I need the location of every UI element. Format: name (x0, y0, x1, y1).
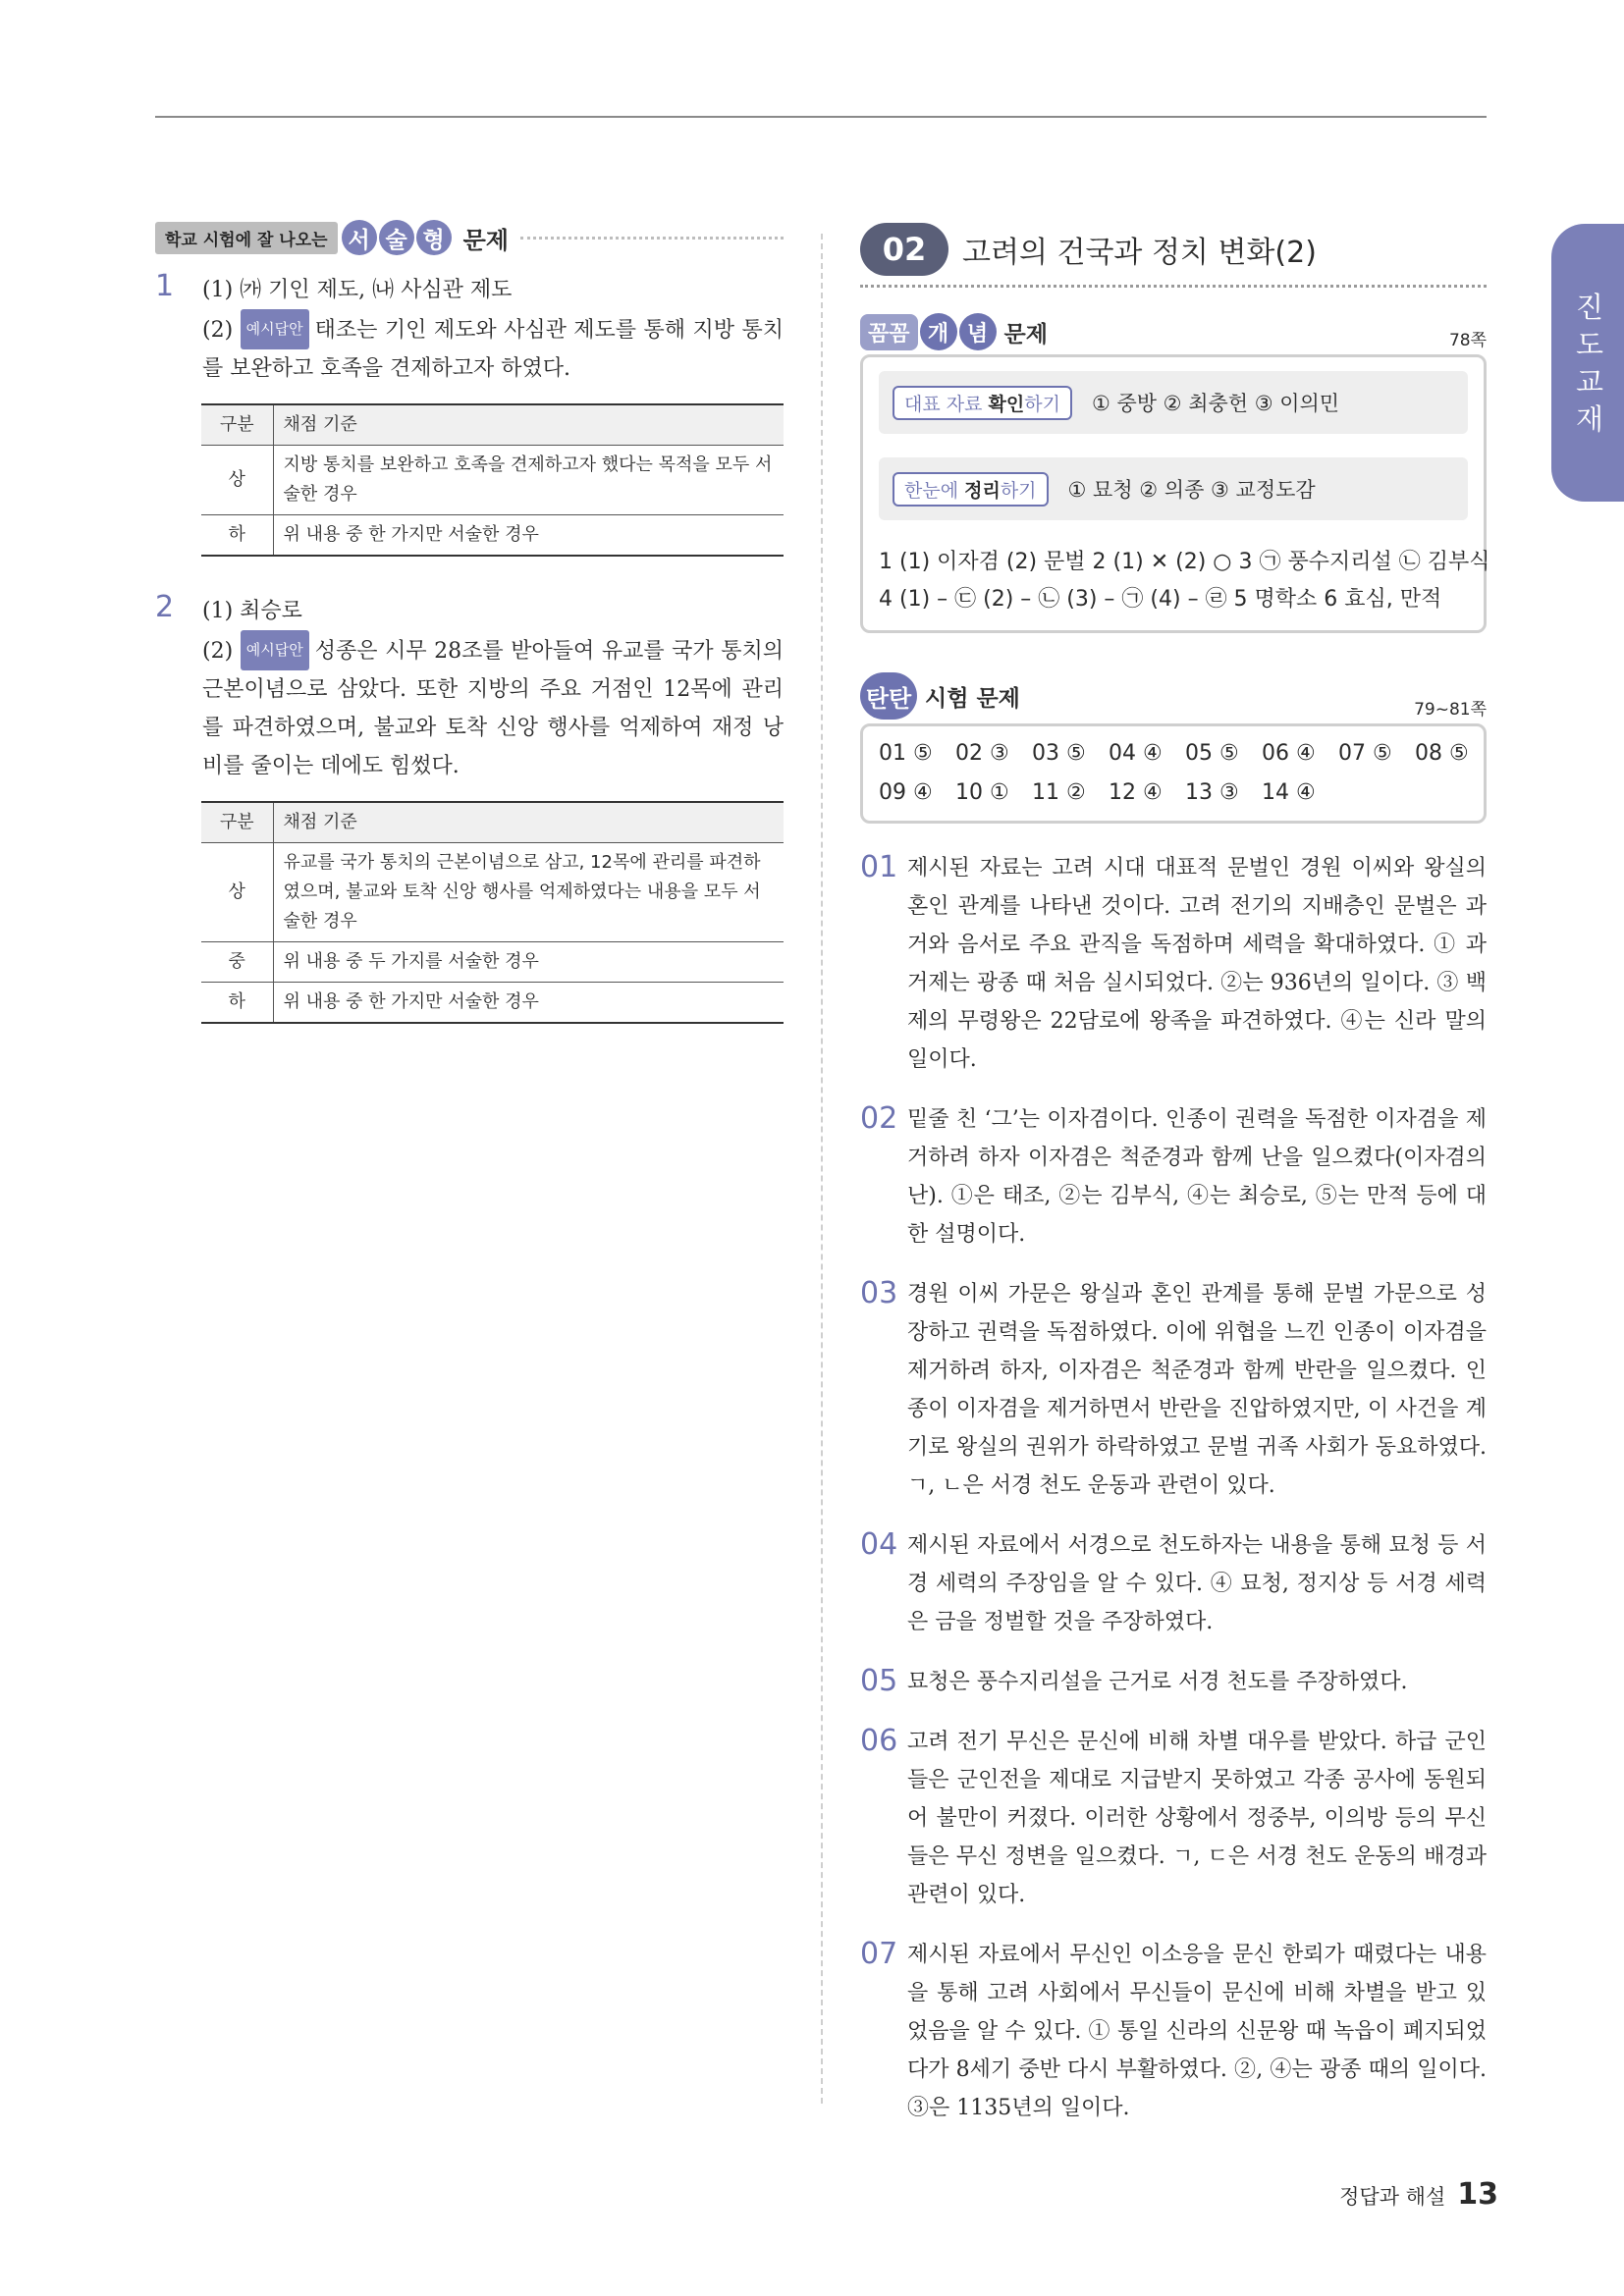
top-rule (155, 116, 1487, 118)
label-part: 확인 (988, 393, 1025, 415)
section-badge (342, 220, 454, 255)
explanation (860, 1526, 1487, 1641)
side-tab-char: 교 (1575, 364, 1605, 399)
test-title: 시험 문제 (925, 685, 1020, 712)
answer-item: 07 ⑤ (1338, 741, 1392, 766)
model-answer (202, 309, 784, 388)
summary-label (893, 472, 1049, 507)
badge-char: 형 (416, 220, 452, 255)
page-footer (1339, 2177, 1498, 2212)
summary-answers: ① 묘청 ② 의종 ③ 교정도감 (1067, 478, 1316, 502)
answer-item: 03 ⑤ (1032, 741, 1086, 766)
criteria-cell: 위 내용 중 한 가지만 서술한 경우 (273, 515, 784, 557)
question-2 (155, 592, 784, 785)
table-row (201, 446, 784, 515)
answer-item: 06 ④ (1262, 741, 1316, 766)
page-reference: 79~81쪽 (1414, 700, 1487, 720)
data-check-label (893, 386, 1072, 420)
explanation-text: 제시된 자료는 고려 시대 대표적 문벌인 경원 이씨와 왕실의 혼인 관계를 나타낸 것이다. 고려 전기의 지배층인 문벌은 과거와 음서로 주요 관직을 독점하며 세력을 확대하였다. ① 과거제는 광종 때 처음 실시되었다. ②는 936년의 일이다. ③ 백제의 무령왕은 22담로에 왕족을 파견하였다. ④는 신라 말의 일이다. (907, 856, 1487, 1072)
concept-badge-char: 념 (959, 313, 997, 350)
answer-part-1: (1) ㈎ 기인 제도, ㈏ 사심관 제도 (202, 278, 513, 302)
chapter-header (860, 218, 1487, 281)
explanation (860, 1723, 1487, 1914)
answer-part-label: (2) (202, 639, 234, 664)
table-row (201, 942, 784, 983)
concept-title: 문제 (1003, 321, 1048, 347)
answer-item: 10 ① (955, 780, 1009, 805)
summary-bar (879, 457, 1468, 520)
criteria-cell: 지방 통치를 보완하고 호족을 견제하고자 했다는 목적을 모두 서술한 경우 (273, 446, 784, 515)
question-number: 2 (155, 590, 175, 624)
grade-cell: 상 (201, 843, 273, 942)
data-check-bar (879, 371, 1468, 434)
test-tag: 탄탄 (860, 672, 917, 720)
concept-answer-box (860, 354, 1490, 633)
side-tab (1551, 224, 1624, 502)
explanation-number: 07 (860, 1937, 898, 1971)
grade-cell: 상 (201, 446, 273, 515)
answer-item: 01 ⑤ (879, 741, 933, 766)
answer-item: 09 ④ (879, 780, 933, 805)
explanation (860, 1936, 1487, 2127)
label-part: 대표 자료 (904, 393, 989, 415)
grading-header-criteria: 채점 기준 (273, 802, 784, 843)
table-row (201, 843, 784, 942)
side-tab-char: 진 (1575, 290, 1605, 324)
side-tab-char: 재 (1575, 401, 1605, 436)
test-section-header (860, 672, 1487, 720)
test-answer-box (860, 723, 1487, 824)
explanation-text: 경원 이씨 가문은 왕실과 혼인 관계를 통해 문벌 가문으로 성장하고 권력을 독점하였다. 이에 위협을 느낀 인종이 이자겸을 제거하려 하자, 이자겸은 척준경과 함께 반란을 일으켰다. 인종이 이자겸을 제거하면서 반란을 진압하였지만, 이 사건을 계기로 왕실의 권위가 하락하였고 문벌 귀족 사회가 동요하였다. ㄱ, ㄴ은 서경 천도 운동과 관련이 있다. (907, 1282, 1487, 1498)
explanation-text: 묘청은 풍수지리설을 근거로 서경 천도를 주장하였다. (907, 1670, 1408, 1694)
grade-cell: 하 (201, 983, 273, 1024)
example-answer-tag: 예시답안 (241, 309, 309, 349)
answer-item: 11 ② (1032, 780, 1086, 805)
explanation-number: 06 (860, 1724, 898, 1758)
answer-item: 08 ⑤ (1415, 741, 1469, 766)
answer-item: 04 ④ (1109, 741, 1163, 766)
left-column (155, 218, 784, 1024)
column-divider (821, 234, 823, 2104)
explanation-number: 01 (860, 850, 898, 884)
concept-answers-line: 4 (1) – ㉢ (2) – ㉡ (3) – ㉠ (4) – ㉣ 5 명학소 6 효심, 만적 (879, 587, 1442, 612)
label-part: 정리 (964, 479, 1001, 502)
data-check-answers: ① 중방 ② 최충헌 ③ 이의민 (1091, 392, 1340, 415)
model-answer-text: 성종은 시무 28조를 받아들여 유교를 국가 통치의 근본이념으로 삼았다. 또한 지방의 주요 거점인 12목에 관리를 파견하였으며, 불교와 토착 신앙 행사를 억제하여 재정 낭비를 줄이는 데에도 힘썼다. (202, 639, 784, 778)
explanation-number: 03 (860, 1276, 898, 1310)
badge-char: 술 (379, 220, 414, 255)
answer-item: 13 ③ (1185, 780, 1239, 805)
explanation-number: 04 (860, 1527, 898, 1562)
explanation-number: 05 (860, 1664, 898, 1698)
explanation (860, 1100, 1487, 1254)
grade-cell: 하 (201, 515, 273, 557)
concept-badge-char: 개 (920, 313, 957, 350)
grading-header-criteria: 채점 기준 (273, 404, 784, 446)
answer-item: 05 ⑤ (1185, 741, 1239, 766)
explanation (860, 849, 1487, 1079)
chapter-title: 고려의 건국과 정치 변화(2) (962, 236, 1317, 270)
section-pill: 학교 시험에 잘 나오는 (155, 222, 338, 254)
concept-answers-line: 1 (1) 이자겸 (2) 문벌 2 (1) ✕ (2) ○ 3 ㉠ 풍수지리설 ㉡ 김부식 (879, 550, 1490, 574)
explanation-text: 제시된 자료에서 서경으로 천도하자는 내용을 통해 묘청 등 서경 세력의 주장임을 알 수 있다. ④ 묘청, 정지상 등 서경 세력은 금을 정벌할 것을 주장하였다. (907, 1533, 1487, 1634)
model-answer-text: 태조는 기인 제도와 사심관 제도를 통해 지방 통치를 보완하고 호족을 견제하고자 하였다. (202, 318, 784, 381)
question-1 (155, 271, 784, 388)
test-answer-grid (879, 736, 1468, 811)
explanation-text: 제시된 자료에서 무신인 이소응을 문신 한뢰가 때렸다는 내용을 통해 고려 사회에서 무신들이 문신에 비해 차별을 받고 있었음을 알 수 있다. ① 통일 신라의 신문왕 때 녹읍이 폐지되었다가 8세기 중반 다시 부활하였다. ②, ④는 광종 때의 일이다. ③은 1135년의 일이다. (907, 1943, 1487, 2120)
grading-table-2 (201, 801, 784, 1024)
dotted-rule (520, 237, 784, 240)
badge-char: 서 (342, 220, 377, 255)
section-header-essay (155, 218, 784, 257)
explanation-number: 02 (860, 1101, 898, 1136)
footer-text: 정답과 해설 (1339, 2185, 1446, 2209)
answer-part-label: (2) (202, 318, 234, 343)
example-answer-tag: 예시답안 (241, 630, 309, 670)
label-part: 한눈에 (904, 479, 965, 502)
page-reference: 78쪽 (1448, 331, 1487, 350)
concept-tag: 꼼꼼 (860, 314, 918, 350)
answer-part-1: (1) 최승로 (202, 599, 302, 623)
explanation (860, 1275, 1487, 1505)
grading-table-1 (201, 403, 784, 557)
grade-cell: 중 (201, 942, 273, 983)
page-number: 13 (1457, 2177, 1498, 2212)
label-part: 하기 (1024, 393, 1060, 415)
explanation-text: 고려 전기 무신은 문신에 비해 차별 대우를 받았다. 하급 군인들은 군인전을 제대로 지급받지 못하였고 각종 공사에 동원되어 불만이 커졌다. 이러한 상황에서 정중부, 이의방 등의 무신들은 무신 정변을 일으켰다. ㄱ, ㄷ은 서경 천도 운동의 배경과 관련이 있다. (907, 1730, 1487, 1907)
side-tab-char: 도 (1575, 327, 1605, 361)
explanation-text: 밑줄 친 ‘그’는 이자겸이다. 인종이 권력을 독점한 이자겸을 제거하려 하자 이자겸은 척준경과 함께 난을 일으켰다(이자겸의 난). ①은 태조, ②는 김부식, ④는 최승로, ⑤는 만적 등에 대한 설명이다. (907, 1107, 1487, 1247)
question-number: 1 (155, 269, 175, 303)
table-row (201, 515, 784, 557)
label-part: 하기 (1000, 479, 1037, 502)
chapter-rule (860, 285, 1487, 288)
concept-section-header (860, 313, 1487, 350)
criteria-cell: 유교를 국가 통치의 근본이념으로 삼고, 12목에 관리를 파견하였으며, 불교와 토착 신앙 행사를 억제하였다는 내용을 모두 서술한 경우 (273, 843, 784, 942)
model-answer (202, 630, 784, 785)
answer-item: 02 ③ (955, 741, 1009, 766)
chapter-number: 02 (860, 223, 948, 276)
explanation (860, 1663, 1487, 1701)
section-title: 문제 (462, 226, 509, 254)
grading-header-grade: 구분 (201, 404, 273, 446)
grading-header-grade: 구분 (201, 802, 273, 843)
criteria-cell: 위 내용 중 한 가지만 서술한 경우 (273, 983, 784, 1024)
right-column (860, 218, 1490, 2127)
criteria-cell: 위 내용 중 두 가지를 서술한 경우 (273, 942, 784, 983)
answer-item: 14 ④ (1262, 780, 1316, 805)
answer-item: 12 ④ (1109, 780, 1163, 805)
table-row (201, 983, 784, 1024)
